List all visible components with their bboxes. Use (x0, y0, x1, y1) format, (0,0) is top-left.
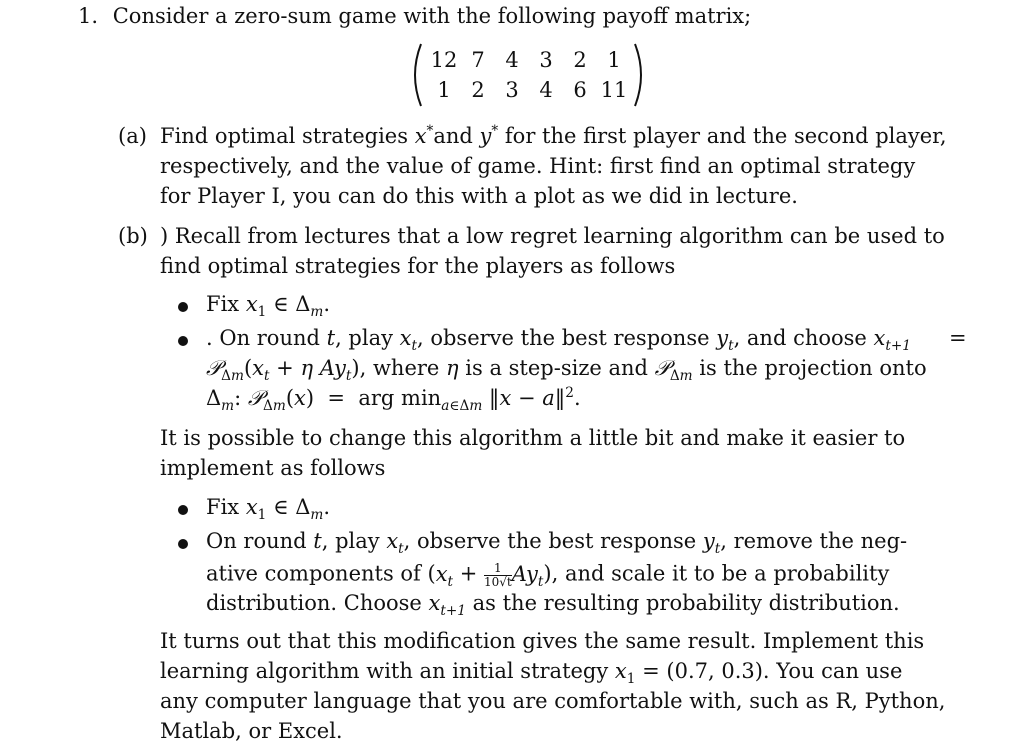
bullet-fix-2: Fix $x_1$ ∈ $\Delta_m$. (206, 495, 331, 524)
paragraph-3-line-3: any computer language that you are comfortable with, such as R, Python, (160, 689, 946, 713)
part-b-line-2: find optimal strategies for the players as follows (160, 254, 676, 278)
bullet-round-line-2: $𝒫_{\Delta m}(x_t + \eta$ $Ay_t$), where η is a step-size and 𝒫$_{\Delta m}$ is the projection onto (206, 356, 927, 385)
part-a-label: (a) (118, 124, 147, 148)
matrix-cell: 1 (437, 78, 451, 102)
paragraph-2-line-1: It is possible to change this algorithm a little bit and make it easier to (160, 426, 906, 450)
matrix-row-2 (427, 78, 631, 102)
problem-intro: Consider a zero-sum game with the following payoff matrix; (112, 4, 752, 28)
matrix-cell: 6 (573, 78, 587, 102)
bullet-icon (178, 302, 188, 312)
left-paren-icon (405, 42, 425, 108)
part-a-line-2: respectively, and the value of game. Hint: first find an optimal strategy (160, 154, 916, 178)
part-a-line-3: for Player I, you can do this with a plot as we did in lecture. (160, 184, 798, 208)
part-b-label: (b) (118, 224, 148, 248)
paragraph-2-line-2: implement as follows (160, 456, 386, 480)
matrix-cell: 3 (539, 48, 553, 72)
problem-header (78, 6, 751, 27)
paragraph-3-line-4: Matlab, or Excel. (160, 719, 343, 743)
matrix-cell: 7 (471, 48, 485, 72)
bullet-modified-line-2: ative components of ($x_t$ + $\frac{1}{10√t}$ $Ay_t$), and scale it to be a probability (206, 561, 890, 590)
bullet-round-line-3: $\Delta_m$: 𝒫$_{\Delta m}$(x) = arg $\min_{a\in\Delta m}$ ‖x − a‖$^2$. (206, 385, 581, 415)
matrix-cell: 4 (539, 78, 553, 102)
matrix-cell: 2 (471, 78, 485, 102)
problem-number: 1. (78, 4, 99, 28)
bullet-modified-line-3: distribution. Choose $x_{t+1}$ as the resulting probability distribution. (206, 591, 900, 620)
bullet-icon (178, 336, 188, 346)
matrix-cell: 4 (505, 48, 519, 72)
matrix-cell: 11 (600, 78, 628, 102)
matrix-cell: 12 (430, 48, 458, 72)
step-fraction: $\frac{1}{10√t}$ (483, 561, 512, 589)
paragraph-3-line-1: It turns out that this modification gives the same result. Implement this (160, 629, 925, 653)
bullet-round-line-1: . On round t, play $x_t$, observe the best response $y_t$, and choose $x_{t+1}$ = (206, 326, 967, 355)
right-paren-icon (631, 42, 651, 108)
paragraph-3-line-2: learning algorithm with an initial strategy $x_1 = (0.7$, 0.3). You can use (160, 659, 903, 688)
part-a-line-1: Find optimal strategies x*and y* for the first player and the second player, (160, 123, 947, 148)
bullet-modified-line-1: On round t, play $x_t$, observe the best response $y_t$, remove the neg- (206, 529, 908, 558)
matrix-cell: 3 (505, 78, 519, 102)
matrix-cell: 2 (573, 48, 587, 72)
matrix-cell: 1 (607, 48, 621, 72)
bullet-icon (178, 539, 188, 549)
payoff-matrix (405, 42, 655, 108)
matrix-row-1 (427, 48, 631, 72)
part-b-line-1: ) Recall from lectures that a low regret learning algorithm can be used to (160, 224, 945, 248)
bullet-fix-1: Fix $x_1$ ∈ $\Delta_m$. (206, 292, 331, 321)
bullet-icon (178, 505, 188, 515)
